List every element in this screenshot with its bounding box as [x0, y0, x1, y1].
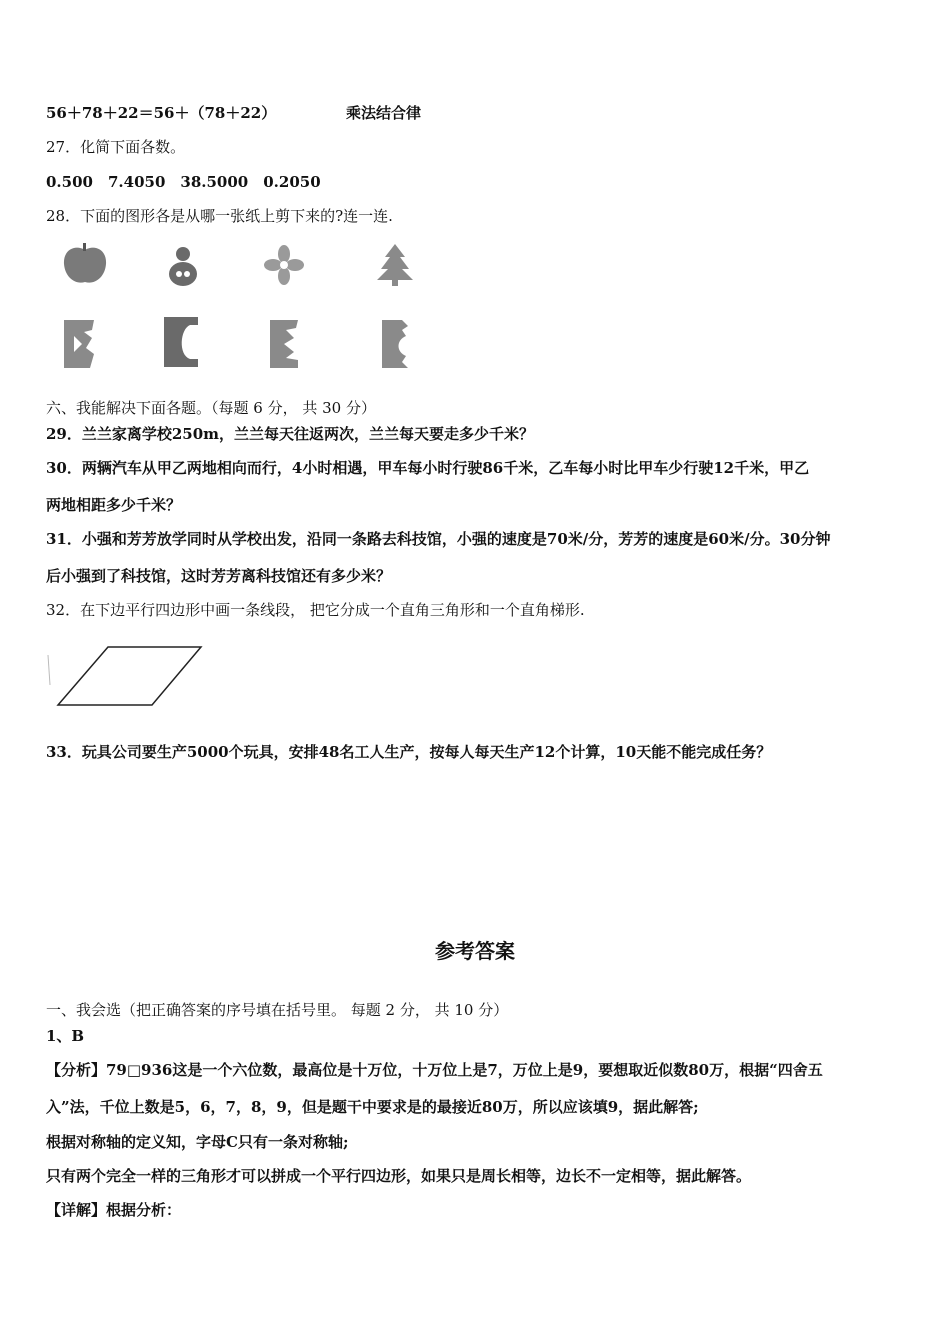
analysis-line3: 根据对称轴的定义知，字母C只有一条对称轴; [46, 1133, 349, 1151]
parallelogram-figure [40, 625, 210, 715]
q31-line2: 后小强到了科技馆，这时芳芳离科技馆还有多少米？ [46, 567, 392, 585]
detail-line: 【详解】根据分析： [46, 1201, 182, 1219]
folded-paper-b-icon [162, 315, 202, 370]
answers-section1: 一、我会选（把正确答案的序号填在括号里。 每题 2 分， 共 10 分） [46, 1001, 509, 1019]
q30-line2: 两地相距多少千米？ [46, 496, 182, 514]
apple-shape-icon [60, 242, 110, 287]
q30-line1: 30．两辆汽车从甲乙两地相向而行，4小时相遇，甲车每小时行驶86千米，乙车每小时比甲车少行驶12千米，甲乙 [46, 459, 810, 477]
q27-numbers: 0.500 7.4050 38.5000 0.2050 [46, 173, 321, 191]
folded-paper-c-icon [268, 318, 302, 370]
q32-text: 32．在下边平行四边形中画一条线段， 把它分成一个直角三角形和一个直角梯形. [46, 601, 585, 619]
q27-title: 27．化简下面各数。 [46, 138, 186, 156]
q31-line1: 31．小强和芳芳放学同时从学校出发，沿同一条路去科技馆，小强的速度是70米/分，芳芳的速度是60米/分。30分钟 [46, 530, 831, 548]
folded-paper-a-icon [62, 318, 98, 370]
flower-shape-icon [263, 244, 305, 286]
q26-equation: 56＋78＋22＝56＋（78＋22） [46, 104, 277, 122]
analysis-line1: 【分析】79□936这是一个六位数，最高位是十万位，十万位上是7，万位上是9，要想取近似数80万，根据“四舍五 [46, 1061, 823, 1079]
folded-paper-d-icon [380, 318, 412, 370]
analysis-line4: 只有两个完全一样的三角形才可以拼成一个平行四边形，如果只是周长相等，边长不一定相等，据此解答。 [46, 1167, 752, 1185]
gourd-shape-icon [163, 242, 203, 290]
q26-line [46, 102, 422, 123]
tree-shape-icon [375, 242, 415, 287]
q29-text: 29．兰兰家离学校250m，兰兰每天往返两次，兰兰每天要走多少千米？ [46, 425, 535, 443]
q26-law: 乘法结合律 [346, 104, 422, 122]
section6-title: 六、我能解决下面各题。（每题 6 分， 共 30 分） [46, 399, 376, 417]
analysis-line2: 入”法，千位上数是5，6，7，8，9，但是题干中要求是的最接近80万，所以应该填9，据此解答; [46, 1098, 699, 1116]
q28-title: 28．下面的图形各是从哪一张纸上剪下来的?连一连. [46, 207, 393, 225]
answers-title: 参考答案 [435, 939, 515, 963]
q33-text: 33．玩具公司要生产5000个玩具，安排48名工人生产，按每人每天生产12个计算，10天能不能完成任务？ [46, 743, 772, 761]
answer-1: 1、B [46, 1027, 85, 1045]
